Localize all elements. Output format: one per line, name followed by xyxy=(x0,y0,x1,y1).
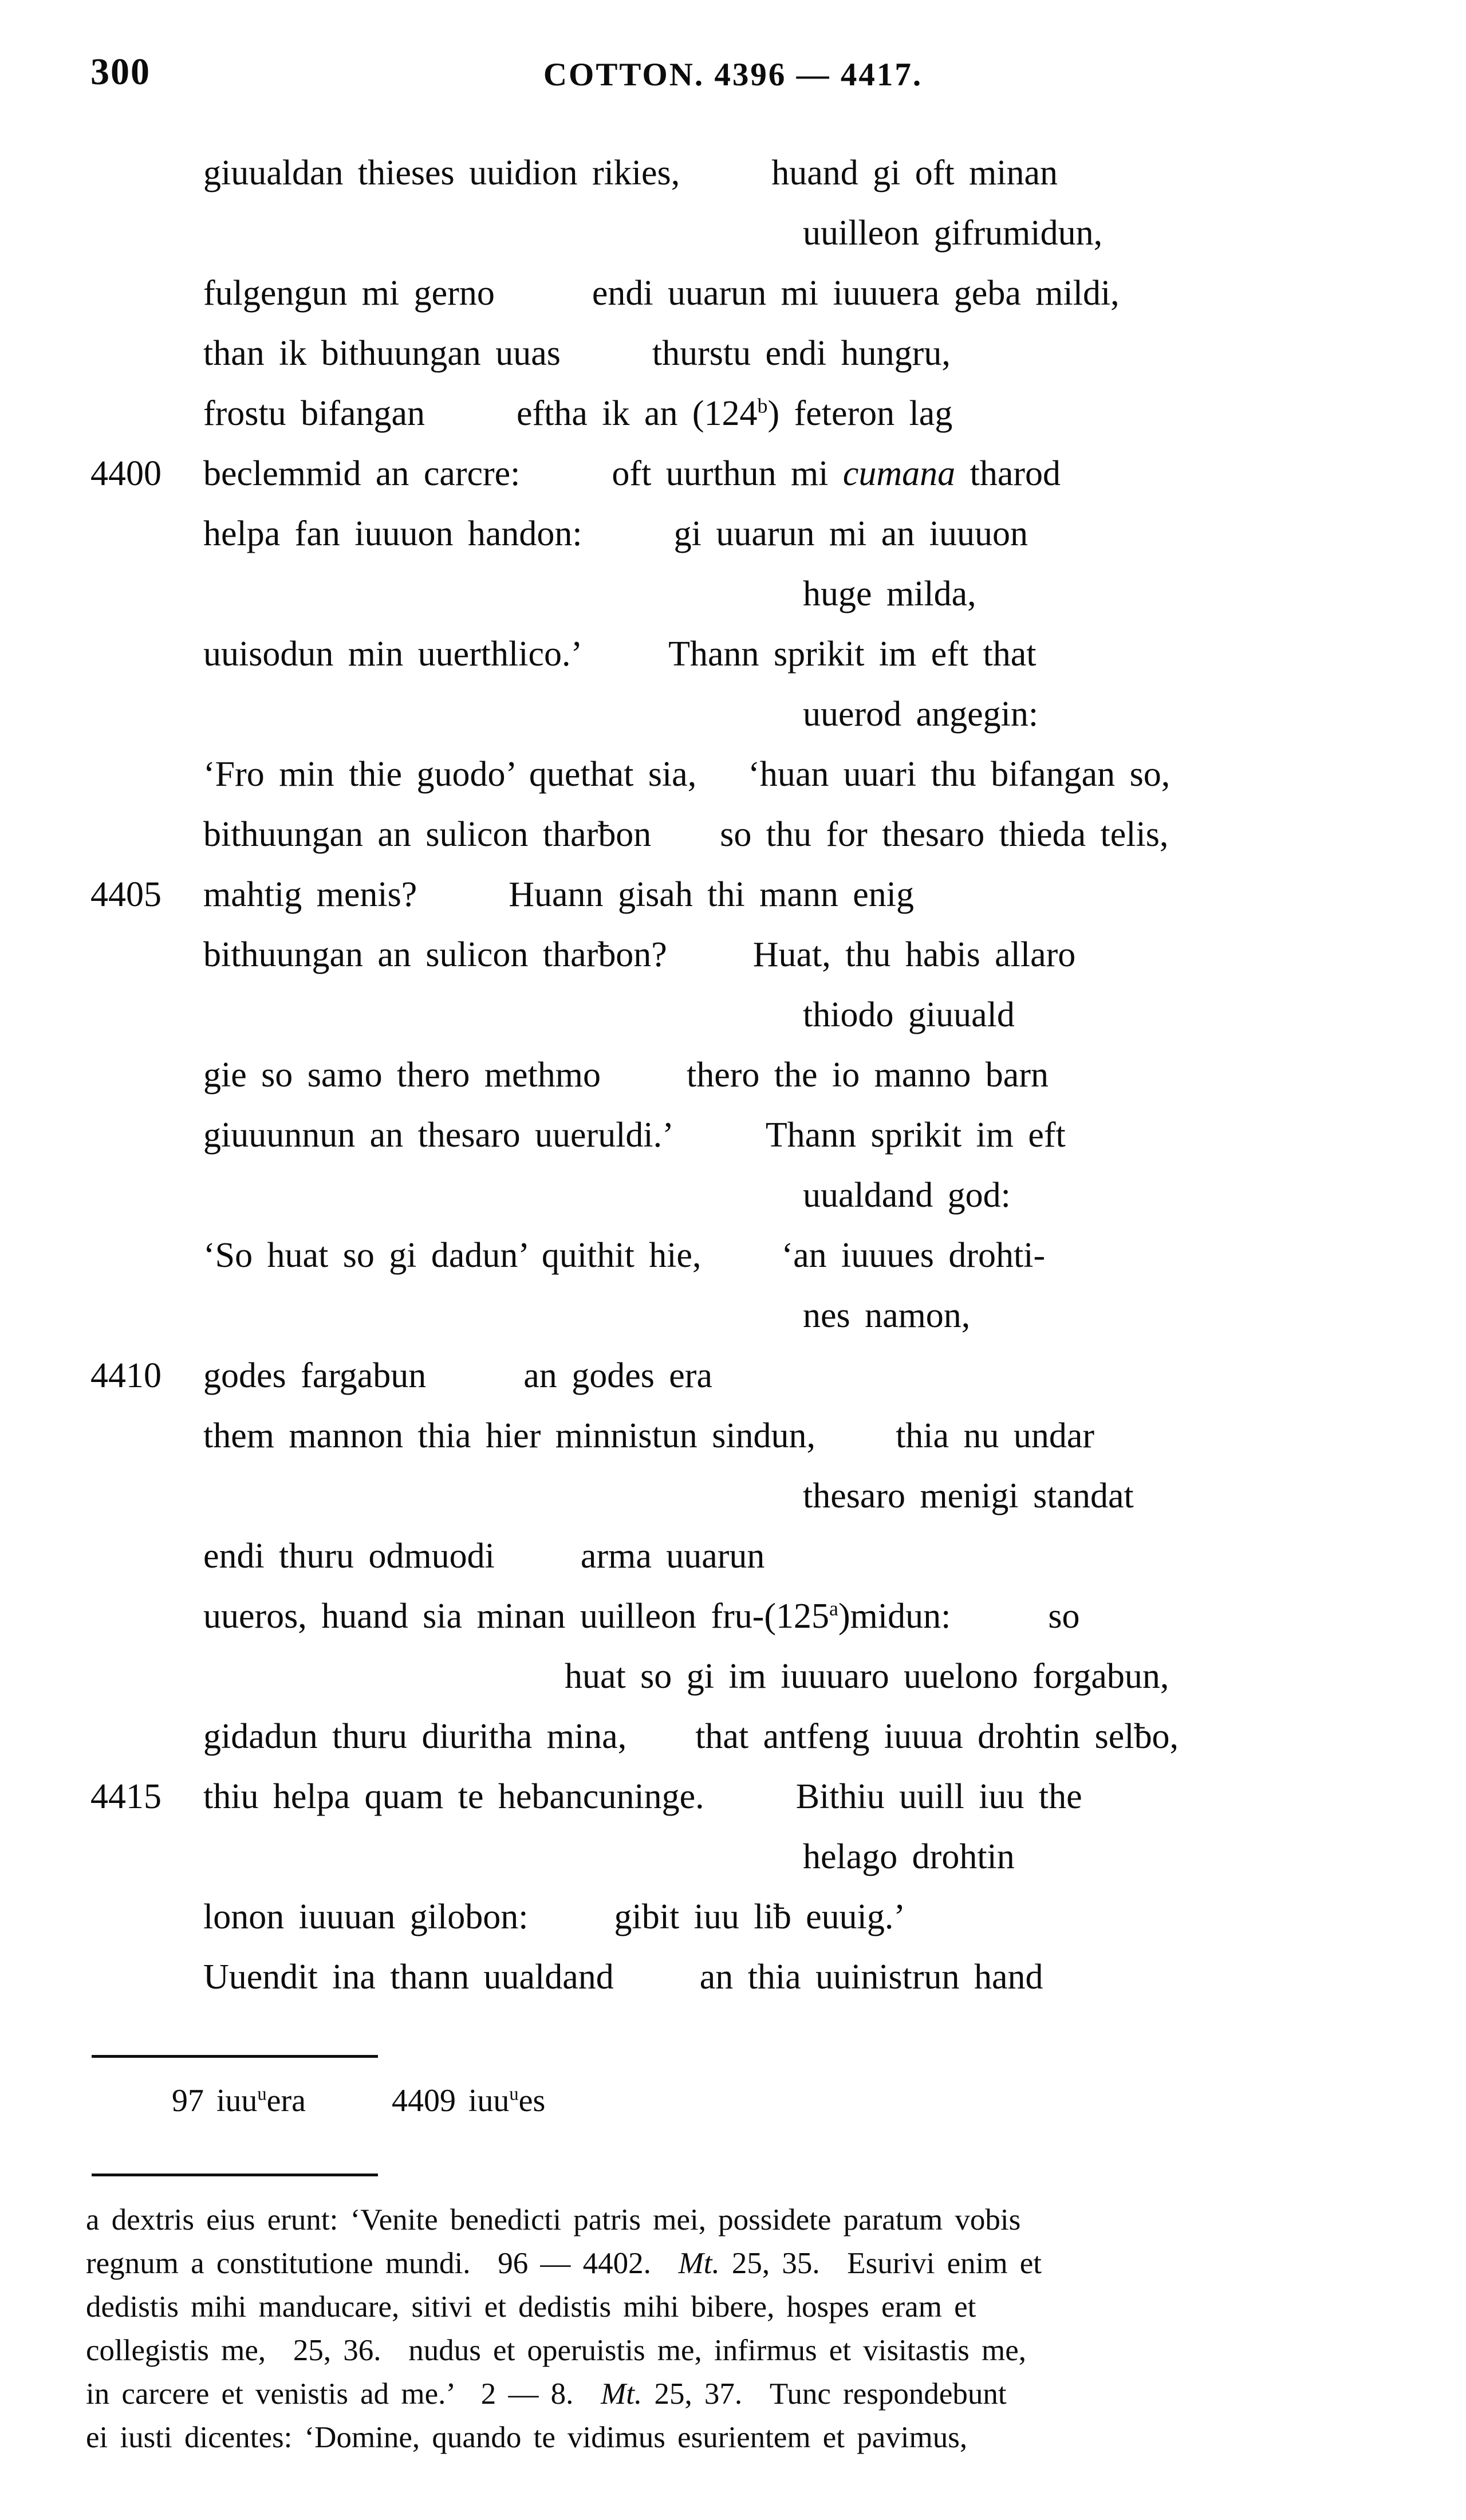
text-run: than ik bithuungan uuas xyxy=(203,334,561,373)
page-number: 300 xyxy=(90,51,151,93)
text-run: a dextris eius erunt: ‘Venite benedicti patris mei, possidete paratum vobis xyxy=(86,2203,1021,2236)
text-run: thia nu undar xyxy=(896,1416,1095,1455)
text-run: nes namon, xyxy=(803,1296,971,1335)
footnote-line xyxy=(86,2329,1403,2372)
caesura-gap xyxy=(951,1627,1048,1628)
text-run: ‘Fro min thie guodo’ quethat sia, xyxy=(203,755,697,794)
verse-line xyxy=(0,1406,1466,1466)
verse-line xyxy=(0,504,1466,564)
text-run: Huat, thu habis allaro xyxy=(752,935,1076,974)
caesura-gap xyxy=(495,1567,581,1568)
text-run: 25, 35. Esurivi enim et xyxy=(719,2247,1042,2280)
footnote-line xyxy=(86,2285,1403,2329)
text-run: thiodo giuuald xyxy=(803,995,1015,1034)
verse-line xyxy=(0,1226,1466,1286)
text-run: bithuungan an sulicon tharƀon xyxy=(203,815,652,854)
apparatus-line-ref: 4409 xyxy=(392,2083,468,2119)
verse-line xyxy=(0,925,1466,985)
text-run: in carcere et venistis ad me.’ 2 — 8. xyxy=(86,2377,601,2411)
verse-line xyxy=(0,444,1466,504)
italic-word: Mt. xyxy=(601,2377,643,2411)
text-run: Bithiu uuill iuu the xyxy=(795,1777,1082,1816)
text-run: gibit iuu liƀ euuig.’ xyxy=(614,1897,906,1936)
text-run: an thia uuinistrun hand xyxy=(699,1958,1043,1997)
verse-line xyxy=(0,1045,1466,1105)
footnote-line xyxy=(86,2416,1403,2459)
text-run: giuuunnun an thesaro uueruldi.’ xyxy=(203,1116,674,1155)
apparatus-lemma: era xyxy=(266,2083,306,2119)
text-run: thurstu endi hungru, xyxy=(652,334,951,373)
caesura-gap xyxy=(696,785,748,786)
text-run: huand gi oft minan xyxy=(771,153,1058,192)
caesura-gap xyxy=(651,845,720,846)
caesura-gap xyxy=(614,1988,700,1989)
footnote-line xyxy=(86,2372,1403,2416)
verse-line xyxy=(0,1586,1466,1647)
text-run: eftha ik an (124 xyxy=(516,394,758,433)
apparatus-entry-gap xyxy=(306,2110,392,2111)
text-run: 25, 37. Tunc respondebunt xyxy=(642,2377,1007,2411)
text-run: thero the io manno barn xyxy=(687,1056,1049,1094)
footnote-line xyxy=(86,2198,1403,2242)
verse-line xyxy=(0,745,1466,805)
verse-line-number: 4400 xyxy=(90,454,161,493)
verse-line xyxy=(0,624,1466,684)
text-run: lonon iuuuan gilobon: xyxy=(203,1897,529,1936)
apparatus-lemma: iuu xyxy=(216,2083,258,2119)
text-run: thiu helpa quam te hebancuninge. xyxy=(203,1777,704,1816)
verse-line xyxy=(0,1466,1466,1526)
verse-line xyxy=(0,1105,1466,1166)
text-run: helago drohtin xyxy=(803,1837,1015,1876)
text-run: endi uuarun mi iuuuera geba mildi, xyxy=(592,274,1120,313)
page-title: COTTON. 4396 — 4417. xyxy=(543,57,923,93)
verse-line xyxy=(0,1827,1466,1887)
text-run: uuilleon gifrumidun, xyxy=(803,214,1103,253)
verse-line-number: 4405 xyxy=(90,875,161,914)
text-run: frostu bifangan xyxy=(203,394,425,433)
text-run: them mannon thia hier minnistun sindun, xyxy=(203,1416,816,1455)
caesura-gap xyxy=(582,665,668,666)
verse-line xyxy=(0,805,1466,865)
apparatus-line-ref: 97 xyxy=(172,2083,216,2119)
text-run: uueros, huand sia minan uuilleon fru-(125 xyxy=(203,1597,830,1636)
folio-superscript: b xyxy=(757,394,768,418)
text-run: arma uuarun xyxy=(580,1537,765,1576)
text-run: giuualdan thieses uuidion rikies, xyxy=(203,153,680,192)
verse-line xyxy=(0,564,1466,624)
caesura-gap xyxy=(674,1146,766,1147)
verse-line xyxy=(0,684,1466,745)
verse-line xyxy=(0,203,1466,263)
apparatus-lemma: es xyxy=(518,2083,546,2119)
verse-line xyxy=(0,143,1466,203)
caesura-gap xyxy=(561,364,652,365)
verse-line xyxy=(0,1346,1466,1406)
verse-line xyxy=(0,1286,1466,1346)
caesura-gap xyxy=(495,304,592,305)
manuscript-superscript: u xyxy=(509,2084,519,2105)
verse-line xyxy=(0,1166,1466,1226)
caesura-gap xyxy=(701,1266,781,1267)
apparatus-lemma: iuu xyxy=(468,2083,510,2119)
text-run: oft uurthun mi xyxy=(612,454,843,493)
caesura-gap xyxy=(626,1747,695,1748)
text-run: an godes era xyxy=(523,1356,712,1395)
manuscript-superscript: u xyxy=(257,2084,267,2105)
text-run: regnum a constitutione mundi. 96 — 4402. xyxy=(86,2247,679,2280)
text-run: fulgengun mi gerno xyxy=(203,274,495,313)
verse-line-number: 4415 xyxy=(90,1777,161,1816)
verse-line xyxy=(0,985,1466,1045)
text-run: Uuendit ina thann uualdand xyxy=(203,1958,614,1997)
text-run: helpa fan iuuuon handon: xyxy=(203,514,582,553)
text-run: ‘huan uuari thu bifangan so, xyxy=(748,755,1171,794)
text-run: ) feteron lag xyxy=(767,394,953,433)
text-run: gi uuarun mi an iuuuon xyxy=(673,514,1028,553)
footnote-line xyxy=(86,2242,1403,2285)
text-run: so xyxy=(1048,1597,1080,1636)
text-run: godes fargabun xyxy=(203,1356,427,1395)
verse-line-number: 4410 xyxy=(90,1356,161,1395)
text-run: beclemmid an carcre: xyxy=(203,454,521,493)
apparatus-separator-rule xyxy=(92,2055,378,2058)
caesura-gap xyxy=(417,905,509,906)
text-run: bithuungan an sulicon tharƀon? xyxy=(203,935,667,974)
text-run: uuisodun min uuerthlico.’ xyxy=(203,635,583,674)
verse-line xyxy=(0,1947,1466,2007)
text-run: Huann gisah thi mann enig xyxy=(509,875,915,914)
verse-line xyxy=(0,1526,1466,1586)
text-run: thesaro menigi standat xyxy=(803,1476,1134,1515)
text-run: ‘So huat so gi dadun’ quithit hie, xyxy=(203,1236,702,1275)
text-run: mahtig menis? xyxy=(203,875,417,914)
text-run: tharod xyxy=(955,454,1061,493)
italic-word: Mt. xyxy=(678,2247,720,2280)
caesura-gap xyxy=(425,424,517,425)
critical-apparatus xyxy=(172,2078,545,2124)
apparatus-entry xyxy=(392,2083,545,2119)
footnote-block xyxy=(86,2198,1403,2459)
text-run: collegistis me, 25, 36. nudus et operuistis me, infirmus et visitastis me, xyxy=(86,2334,1026,2367)
folio-superscript: a xyxy=(829,1597,839,1620)
text-run: that antfeng iuuua drohtin selƀo, xyxy=(695,1717,1179,1756)
text-run: uualdand god: xyxy=(803,1176,1011,1215)
verse-line xyxy=(0,1647,1466,1707)
text-run: gie so samo thero methmo xyxy=(203,1056,601,1094)
text-run: huat so gi im iuuuaro uuelono forgabun, xyxy=(565,1657,1169,1696)
text-run: ei iusti dicentes: ‘Domine, quando te vidimus esurientem et pavimus, xyxy=(86,2421,968,2454)
text-run: ‘an iuuues drohti- xyxy=(781,1236,1046,1275)
text-run: uuerod angegin: xyxy=(803,695,1039,734)
verse-line xyxy=(0,865,1466,925)
text-run: so thu for thesaro thieda telis, xyxy=(720,815,1169,854)
verse-line xyxy=(0,324,1466,384)
text-run: huge milda, xyxy=(803,574,976,613)
text-run: endi thuru odmuodi xyxy=(203,1537,495,1576)
verse-line xyxy=(0,1707,1466,1767)
verse-block xyxy=(0,143,1466,2007)
text-run: Thann sprikit im eft xyxy=(765,1116,1066,1155)
text-run: dedistis mihi manducare, sitivi et dedistis mihi bibere, hospes eram et xyxy=(86,2290,976,2324)
apparatus-entry xyxy=(172,2083,306,2119)
text-run: )midun: xyxy=(838,1597,951,1636)
verse-line xyxy=(0,1887,1466,1947)
verse-line xyxy=(0,263,1466,324)
verse-line xyxy=(0,384,1466,444)
footnote-separator-rule xyxy=(92,2174,378,2176)
verse-line xyxy=(0,1767,1466,1827)
text-run: gidadun thuru diuritha mina, xyxy=(203,1717,627,1756)
text-run: Thann sprikit im eft that xyxy=(668,635,1037,674)
italic-word: cumana xyxy=(842,454,956,493)
